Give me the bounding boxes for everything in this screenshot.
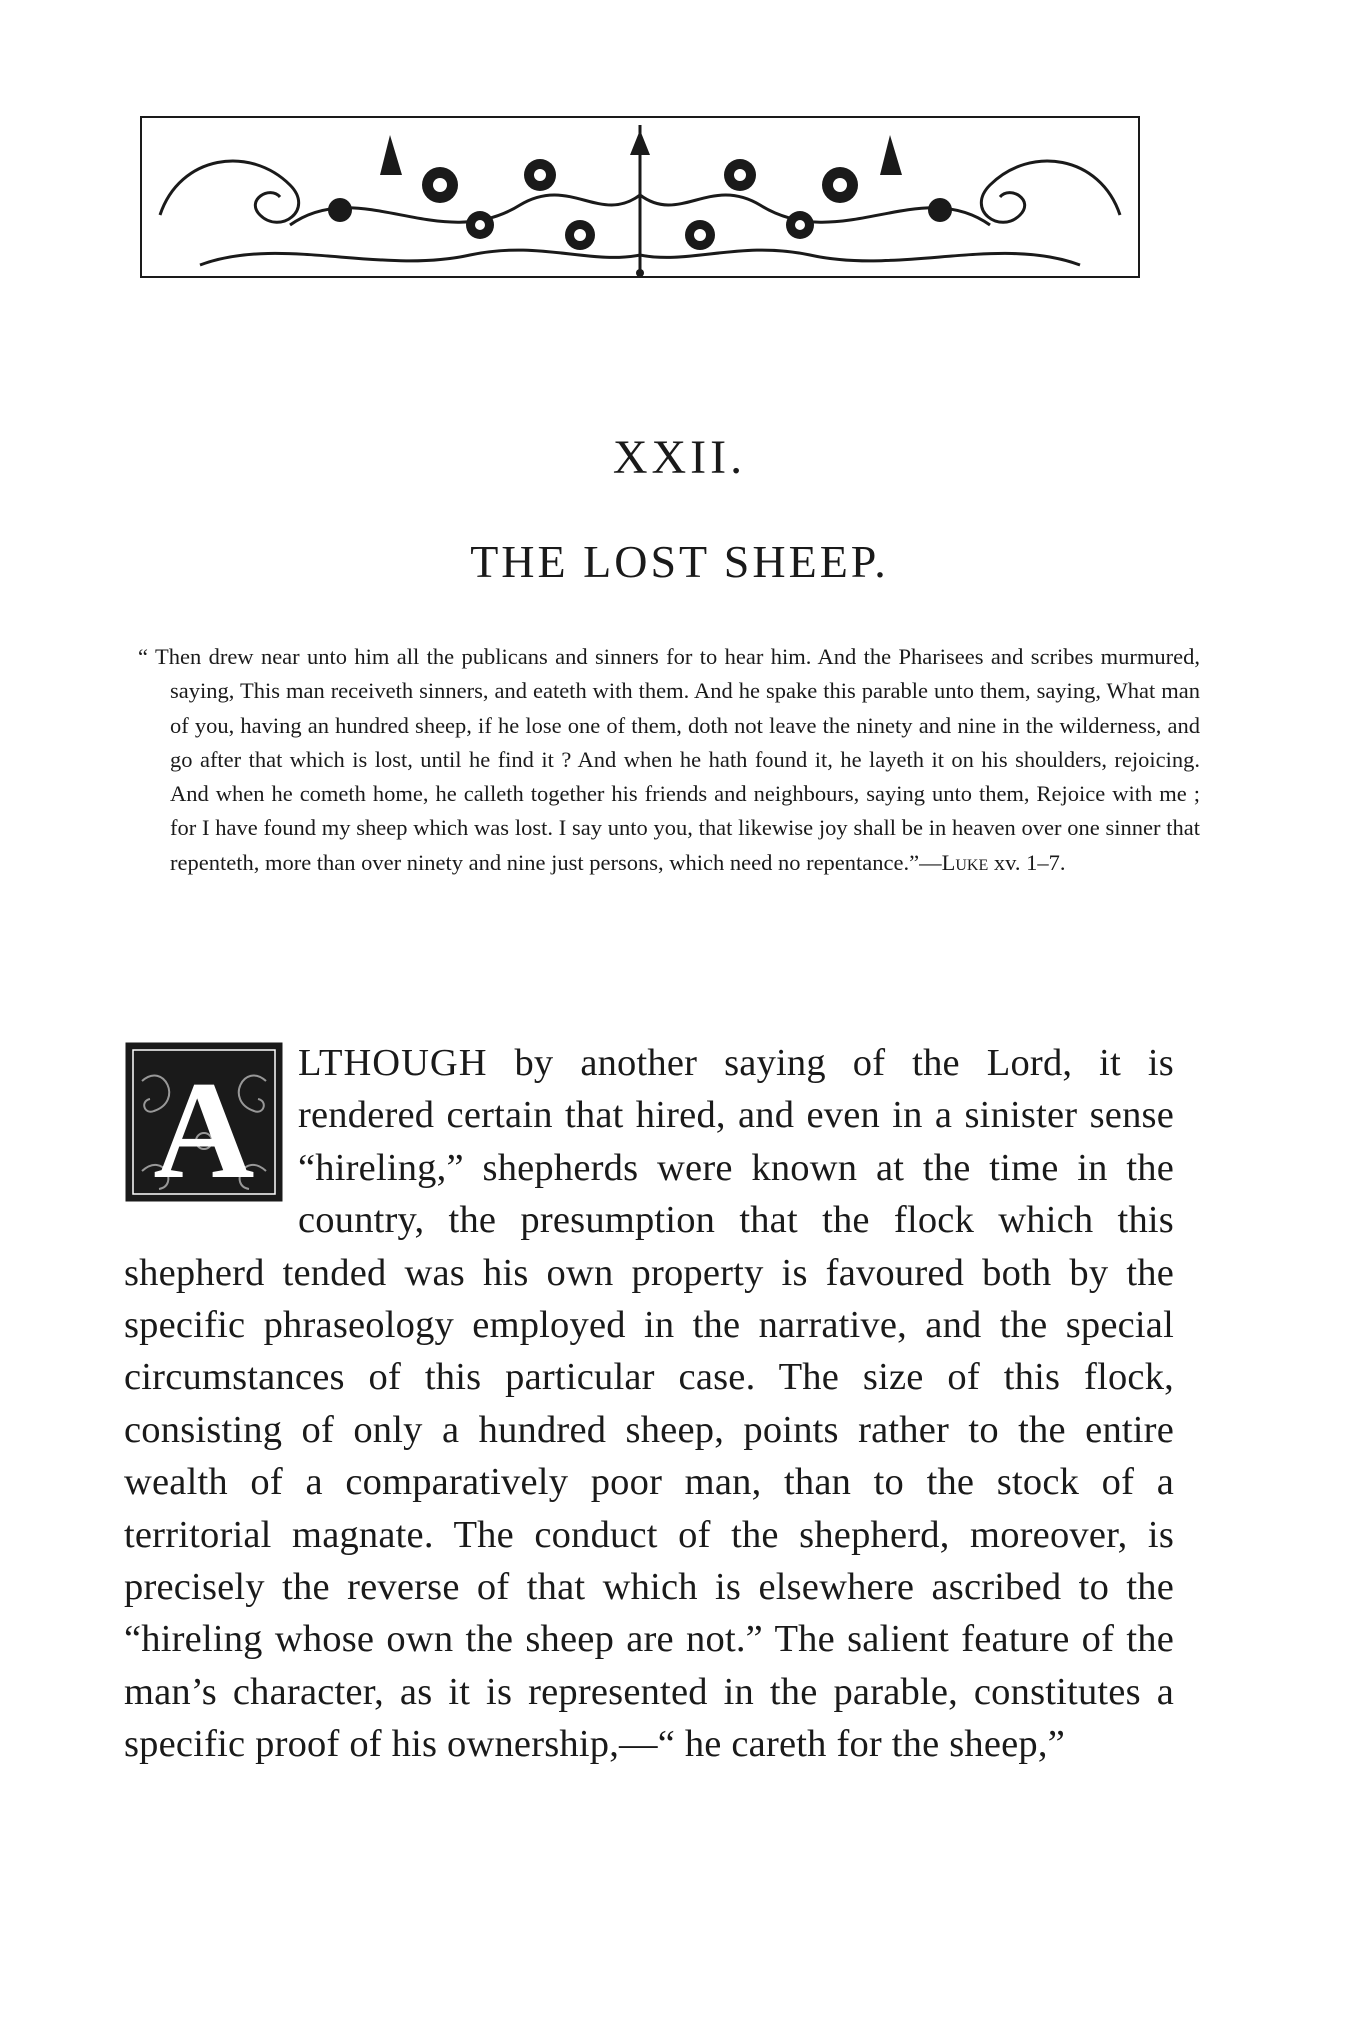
epigraph-citation-book: Luke — [941, 849, 989, 875]
body-text: by another saying of the Lord, it is rendered certain that hired, and even in a sinister sense “hireling,” shepherds were known at the time in the country, the presumption that the flock which this shepherd tended was his own property is favoured both by the specific phraseology employed in the narrative, and the special circumstances of this particular case. The size of this flock, consisting of only a hundred sheep, points rather to the entire wealth of a comparatively poor man, than to the stock of a territorial magnate. The conduct of the shepherd, moreover, is precisely the reverse of that which is elsewhere ascribed to the “hireling whose own the sheep are not.” The salient feature of the man’s character, as it is represented in the parable, constitutes a specific proof of his ownership,—“ he careth for the sheep,” — [124, 1042, 1174, 1766]
floral-scroll-ornament-icon — [140, 115, 1140, 280]
decorated-initial-icon — [124, 1041, 284, 1203]
ornamental-headpiece — [140, 115, 1140, 280]
drop-cap-letter: A — [153, 1053, 255, 1203]
lead-word: LTHOUGH — [298, 1042, 488, 1084]
chapter-number: XXII. — [612, 431, 747, 484]
epigraph-text: “ Then drew near unto him all the publicans and sinners for to hear him. And the Pharisees and scribes murmured, saying, This man receiveth sinners, and eateth with them. And he spake this parable unto them, saying, What man of you, having an hundred sheep, if he lose one of them, doth not leave the ninety and nine in the wilderness, and go after that which is lost, until he find it ? And when he hath found it, he layeth it on his shoulders, rejoicing. And when he cometh home, he calleth together his friends and neighbours, saying unto them, Rejoice with me ; for I have found my sheep which was lost. I say unto you, that likewise joy shall be in heaven over one sinner that repenteth, more than over ninety and nine just persons, which need no repentance.”— — [138, 644, 1200, 875]
drop-cap — [124, 1041, 284, 1203]
body-paragraph — [124, 1037, 1174, 1771]
epigraph-citation-ref: xv. 1–7. — [988, 849, 1066, 875]
scripture-epigraph — [138, 640, 1200, 880]
chapter-title: THE LOST SHEEP. — [470, 536, 889, 587]
